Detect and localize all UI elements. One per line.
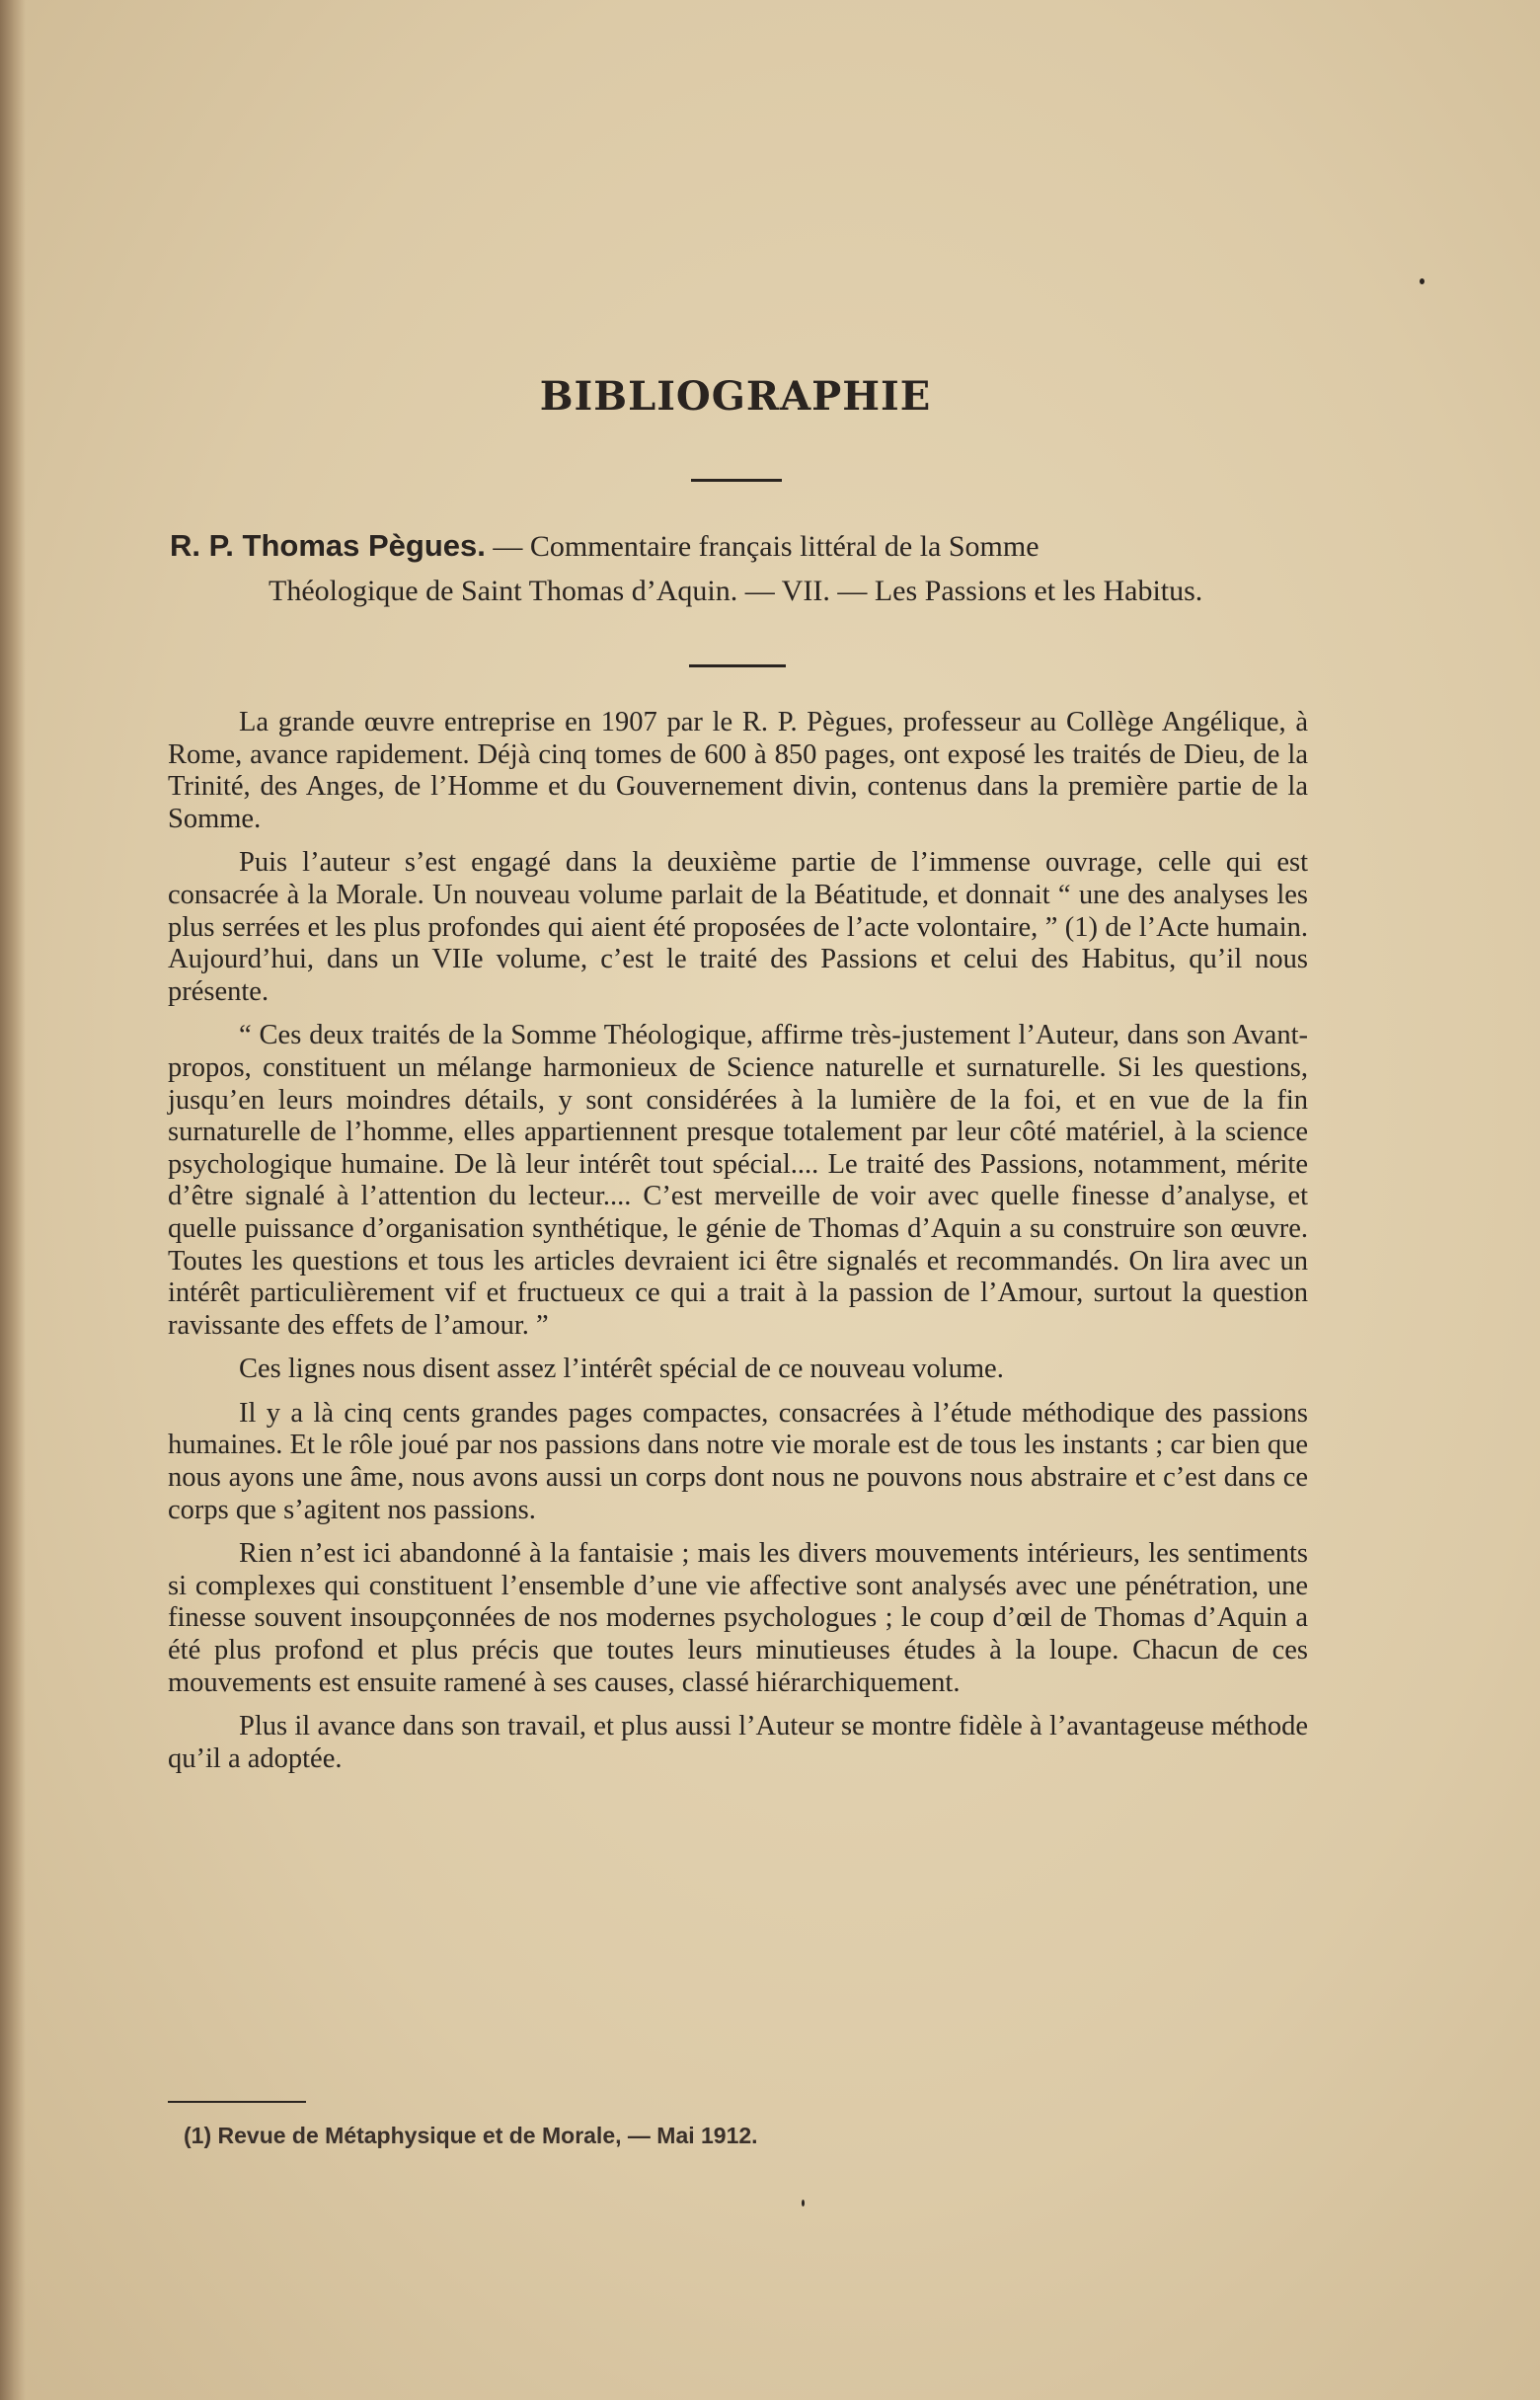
reference-title-line1: — Commentaire français littéral de la Somme: [493, 530, 1040, 563]
page-heading: BIBLIOGRAPHIE: [539, 373, 932, 420]
reference-title-continued: Théologique de Saint Thomas d’Aquin. — VII. — Les Passions et les Habitus.: [269, 575, 1203, 607]
paragraph: “ Ces deux traités de la Somme Théologique, affirme très-justement l’Auteur, dans son Avant-propos, constituent un mélange harmonieux de Science naturelle et surnaturelle. Si les questions, jusqu’en leurs moindres détails, y sont considérées à la lumière de la foi, et en vue de la fin surnaturelle de l’homme, elles appartiennent presque totalement par leur côté matériel, à la science psychologique humaine. De là leur intérêt tout spécial.... Le traité des Passions, notamment, mérite d’être signalé à l’attention du lecteur.... C’est merveille de voir avec quelle finesse d’analyse, et quelle puissance d’organisation synthétique, le génie de Thomas d’Aquin a su construire son œuvre. Toutes les questions et tous les articles devraient ici être signalés et recommandés. On lira avec un intérêt particulièrement vif et fructueux ce qui a trait à la passion de l’Amour, surtout la question ravissante des effets de l’amour. ”: [168, 1020, 1308, 1341]
reference-author: R. P. Thomas Pègues.: [170, 528, 486, 563]
paper-speck: [1420, 278, 1424, 284]
paragraph: Plus il avance dans son travail, et plus aussi l’Auteur se montre fidèle à l’avantageuse méthode qu’il a adoptée.: [168, 1711, 1308, 1774]
page-binding-edge: [0, 0, 26, 2400]
paragraph: La grande œuvre entreprise en 1907 par le R. P. Pègues, professeur au Collège Angélique, à Rome, avance rapidement. Déjà cinq tomes de 600 à 850 pages, ont exposé les traités de Dieu, de la Trinité, des Anges, de l’Homme et du Gouvernement divin, contenus dans la première partie de la Somme.: [168, 707, 1308, 834]
paragraph: Puis l’auteur s’est engagé dans la deuxième partie de l’immense ouvrage, celle qui est consacrée à la Morale. Un nouveau volume parlait de la Béatitude, et donnait “ une des analyses les plus serrées et les plus profondes qui aient été proposées de l’acte volontaire, ” (1) de l’Acte humain. Aujourd’hui, dans un VIIe volume, c’est le traité des Passions et celui des Habitus, qu’il nous présente.: [168, 847, 1308, 1007]
review-body: [168, 707, 1308, 1787]
paragraph: Rien n’est ici abandonné à la fantaisie ; mais les divers mouvements intérieurs, les sentiments si complexes qui constituent l’ensemble d’une vie affective sont analysés avec une pénétration, une finesse souvent insoupçonnées de nos modernes psychologues ; le coup d’œil de Thomas d’Aquin a été plus profond et plus précis que toutes leurs minutieuses études à la loupe. Chacun de ces mouvements est ensuite ramené à ses causes, classé hiérarchiquement.: [168, 1538, 1308, 1698]
bibliographic-reference: [170, 523, 1307, 570]
paragraph: Il y a là cinq cents grandes pages compactes, consacrées à l’étude méthodique des passions humaines. Et le rôle joué par nos passions dans notre vie morale est de tous les instants ; car bien que nous ayons une âme, nous avons aussi un corps dont nous ne pouvons nous abstraire et c’est dans ce corps que s’agitent nos passions.: [168, 1397, 1308, 1525]
heading-divider: [691, 479, 782, 482]
footnote-divider: [168, 2101, 306, 2103]
footnote: (1) Revue de Métaphysique et de Morale, — Mai 1912.: [184, 2123, 758, 2148]
paper-speck: [802, 2200, 805, 2206]
reference-divider: [689, 664, 786, 667]
paragraph: Ces lignes nous disent assez l’intérêt spécial de ce nouveau volume.: [239, 1354, 1004, 1385]
